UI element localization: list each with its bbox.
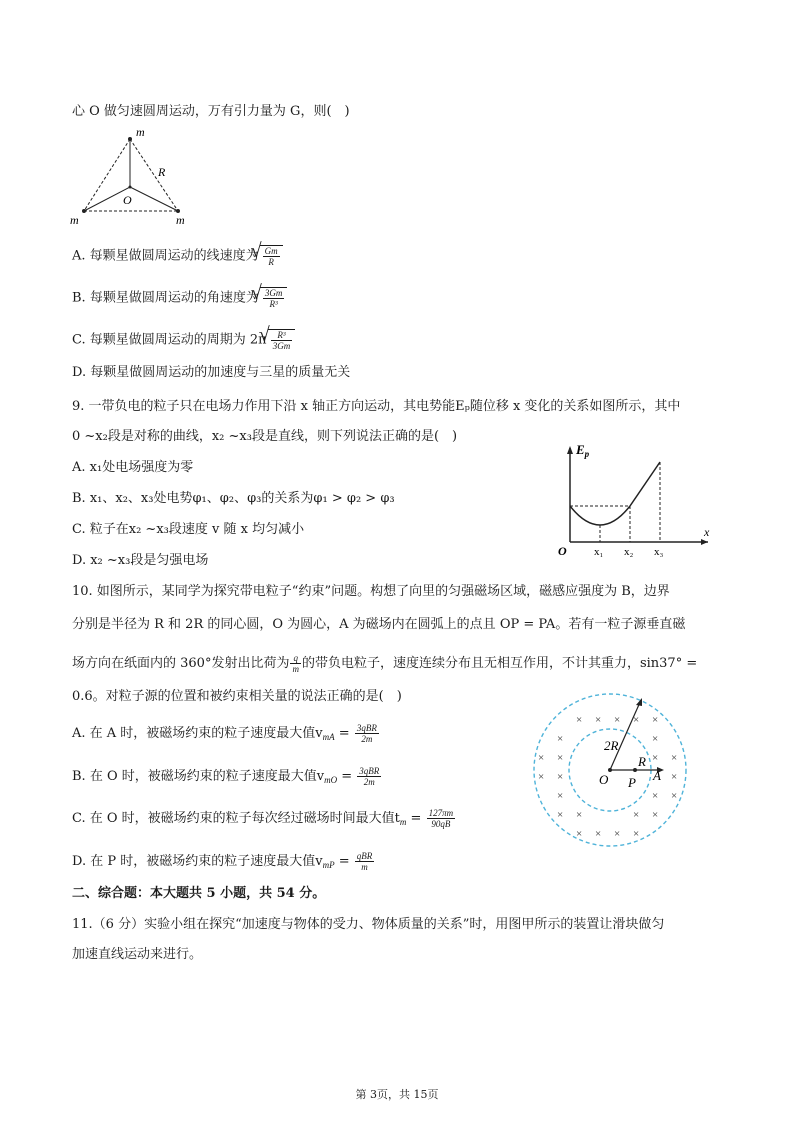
field-cross: × — [595, 714, 602, 726]
field-cross: × — [652, 714, 659, 726]
field-cross: × — [614, 828, 621, 840]
q9-stem-line1: 9. 一带负电的粒子只在电场力作用下沿 x 轴正方向运动，其电势能Eₚ随位移 x 变化的关系如图所示，其中 — [72, 399, 681, 414]
q10-stem-line2: 分别是半径为 R 和 2R 的同心圆，O 为圆心，A 为磁场内在圆弧上的点且 OP = PA。若有一粒子源垂直磁 — [72, 617, 686, 632]
q10-stem-line3: 场方向在纸面内的 360°发射出比荷为 $\frac{q}{m}$ 的带负电粒子，速度连续分布且无相互作用，不计其重力，sin37° = — [72, 653, 698, 674]
q10-stem-line4: 0.6。对粒子源的位置和被约束相关量的说法正确的是( ) — [72, 689, 402, 704]
field-cross: × — [652, 790, 659, 802]
q10-option-d[interactable]: D. 在 P 时，被磁场约束的粒子速度最大值$v_{mP}$ = $\frac{\text{qBR}}{m}$ — [72, 851, 373, 872]
field-cross: × — [633, 714, 640, 726]
q9-option-c[interactable]: C. 粒子在x₂ ~x₃段速度 v 随 x 均匀减小 — [72, 522, 305, 537]
field-cross: × — [614, 714, 621, 726]
q8-option-a[interactable]: A. 每颗星做圆周运动的线速度为 √ $\frac{Gm}{R}$ — [72, 245, 283, 267]
label-A: A — [653, 768, 661, 783]
field-cross: × — [652, 733, 659, 745]
q11-stem-line1: 11.（6 分）实验小组在探究“加速度与物体的受力、物体质量的关系”时，用图甲所示的装置让滑块做匀 — [72, 917, 665, 932]
q10-option-b[interactable]: B. 在 O 时，被磁场约束的粒子速度最大值$v_{mO}$ = $\frac{\text{3qBR}}{2m}$ — [72, 766, 380, 787]
label-O: O — [599, 772, 609, 787]
field-cross: × — [595, 828, 602, 840]
field-cross: × — [576, 809, 583, 821]
center-label: O — [123, 193, 132, 207]
q11-stem-line2: 加速直线运动来进行。 — [72, 947, 203, 962]
label-R: R — [638, 754, 646, 769]
field-cross: × — [557, 771, 564, 783]
mass-left-label: m — [70, 213, 79, 227]
y-axis-label: $E_p$ — [576, 442, 590, 459]
q10-stem-line1: 10. 如图所示，某同学为探究带电粒子“约束”问题。构想了向里的匀强磁场区域，磁感应强度为 B，边界 — [72, 584, 670, 599]
field-cross: × — [557, 733, 564, 745]
radius-label: R — [158, 165, 166, 179]
field-cross: × — [633, 809, 640, 821]
label-P: P — [628, 775, 636, 790]
x3-tick-label: x₃ — [654, 546, 664, 558]
page-footer: 第 3页，共 15页 — [355, 1088, 439, 1101]
q9-stem-line2: 0 ~x₂段是对称的曲线，x₂ ~x₃段是直线，则下列说法正确的是( ) — [72, 429, 458, 444]
label-2R: 2R — [604, 738, 619, 753]
three-star-triangle-figure — [66, 124, 196, 228]
field-cross: × — [671, 790, 678, 802]
section-2-heading: 二、综合题：本大题共 5 小题，共 54 分。 — [72, 886, 326, 901]
magnetic-field-figure — [530, 690, 690, 850]
x-axis-label: x — [704, 525, 710, 539]
q9-option-b[interactable]: B. x₁、x₂、x₃处电势φ₁、φ₂、φ₃的关系为φ₁ > φ₂ > φ₃ — [72, 491, 395, 506]
field-cross: × — [557, 790, 564, 802]
field-cross: × — [576, 714, 583, 726]
field-cross: × — [652, 809, 659, 821]
x2-tick-label: x₂ — [624, 546, 634, 558]
field-cross: × — [671, 752, 678, 764]
q9-option-a[interactable]: A. x₁处电场强度为零 — [72, 460, 194, 475]
q10-option-a[interactable]: A. 在 A 时，被磁场约束的粒子速度最大值$v_{mA}$ = $\frac{\text{3qBR}}{2m}$ — [72, 723, 377, 744]
mass-top-label: m — [136, 125, 145, 139]
mass-right-label: m — [176, 213, 185, 227]
field-cross: × — [576, 828, 583, 840]
field-cross: × — [557, 752, 564, 764]
origin-label: O — [558, 544, 567, 558]
potential-energy-graph — [556, 440, 716, 562]
field-cross: × — [538, 752, 545, 764]
q8-stem: 心 O 做匀速圆周运动，万有引力量为 G，则( ) — [72, 104, 350, 119]
q10-option-c[interactable]: C. 在 O 时，被磁场约束的粒子每次经过磁场时间最大值$t_m$ = $\frac{127\pi m}{90qB}$ — [72, 808, 454, 829]
field-cross: × — [671, 771, 678, 783]
q8-option-b[interactable]: B. 每颗星做圆周运动的角速度为 √ $\frac{3Gm}{\text{R³}}$ — [72, 287, 287, 309]
field-cross: × — [538, 771, 545, 783]
q9-option-d[interactable]: D. x₂ ~x₃段是匀强电场 — [72, 553, 209, 568]
field-cross: × — [557, 809, 564, 821]
x1-tick-label: x₁ — [594, 546, 604, 558]
field-cross: × — [633, 828, 640, 840]
q8-option-d[interactable]: D. 每颗星做圆周运动的加速度与三星的质量无关 — [72, 365, 351, 380]
field-cross: × — [652, 752, 659, 764]
q8-option-c[interactable]: C. 每颗星做圆周运动的周期为 2π √ $\frac{\text{R³}}{3Gm}$ — [72, 329, 295, 351]
